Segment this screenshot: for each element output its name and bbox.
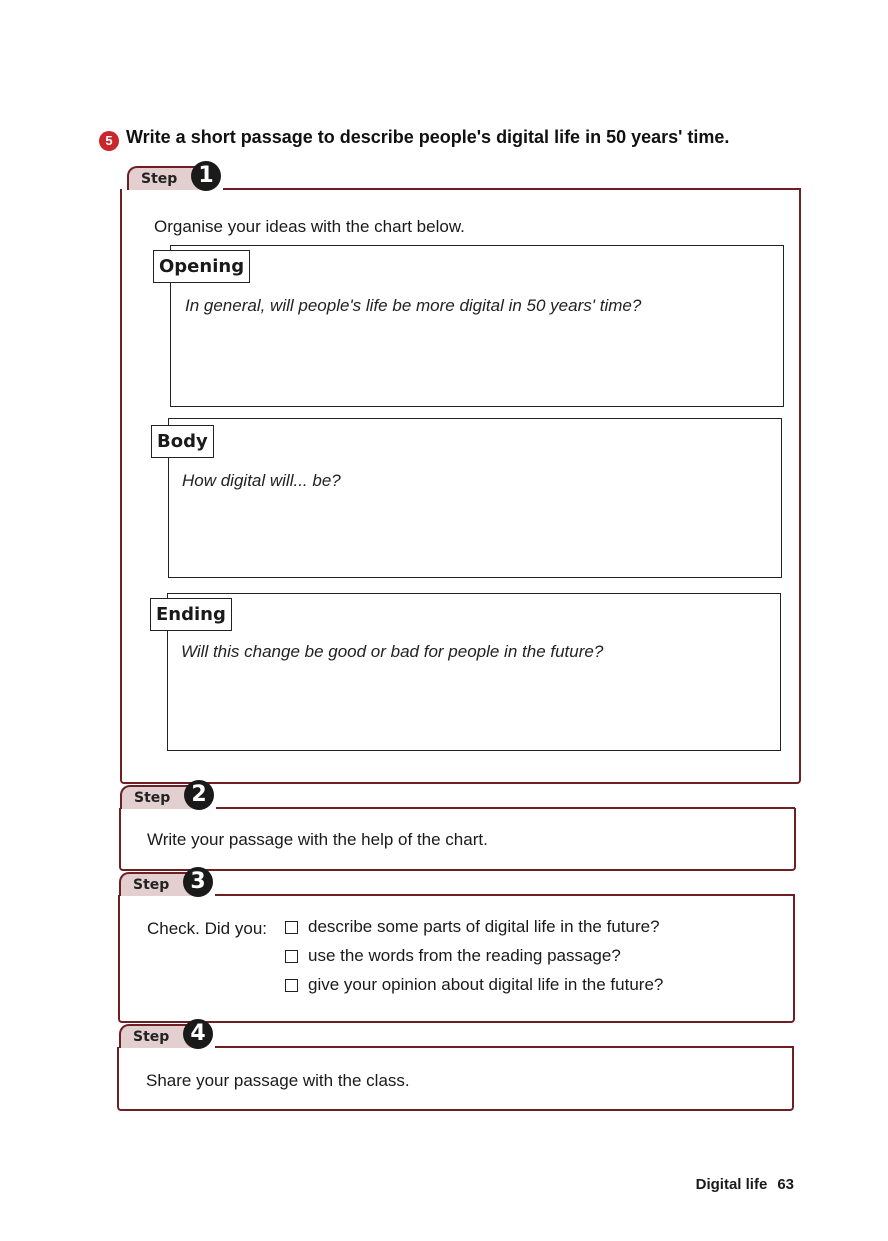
chart-opening-box (170, 245, 784, 407)
checklist-item (285, 946, 621, 966)
checklist-item (285, 917, 660, 937)
task-title: Write a short passage to describe people's digital life in 50 years' time. (126, 127, 730, 147)
footer-unit-title: Digital life (695, 1176, 768, 1193)
chart-ending-question: Will this change be good or bad for people in the future? (181, 642, 604, 661)
chart-body-question: How digital will... be? (182, 471, 341, 490)
chart-ending-label: Ending (150, 598, 232, 631)
step-number: 1 (191, 161, 221, 191)
step-4-tab (119, 1021, 206, 1048)
chart-opening-label: Opening (153, 250, 250, 283)
page-number: 63 (777, 1176, 794, 1193)
step-4-instruction: Share your passage with the class. (146, 1071, 410, 1090)
checklist-item (285, 975, 663, 995)
step-1-panel-corner (799, 188, 801, 196)
step-3-instruction: Check. Did you: (147, 919, 267, 938)
checkbox[interactable] (285, 979, 298, 992)
checkbox[interactable] (285, 950, 298, 963)
step-2-instruction: Write your passage with the help of the chart. (147, 830, 488, 849)
chart-body-box (168, 418, 782, 578)
task-number-badge: 5 (99, 131, 119, 151)
step-label: Step (133, 877, 170, 893)
step-1-instruction: Organise your ideas with the chart below. (154, 217, 465, 236)
step-number: 2 (184, 780, 214, 810)
checklist-item-text: use the words from the reading passage? (308, 946, 621, 965)
step-number: 3 (183, 867, 213, 897)
step-label: Step (134, 790, 171, 806)
step-2-tab (120, 782, 207, 809)
chart-opening-question: In general, will people's life be more digital in 50 years' time? (185, 296, 642, 315)
checkbox[interactable] (285, 921, 298, 934)
chart-body-label: Body (151, 425, 214, 458)
step-3-tab (119, 869, 206, 896)
step-number: 4 (183, 1019, 213, 1049)
step-label: Step (133, 1029, 170, 1045)
step-1-tab (127, 163, 214, 190)
chart-ending-box (167, 593, 781, 751)
page-footer (696, 1176, 794, 1193)
checklist-item-text: give your opinion about digital life in the future? (308, 975, 664, 994)
checklist-item-text: describe some parts of digital life in the future? (308, 917, 660, 936)
step-label: Step (141, 171, 178, 187)
